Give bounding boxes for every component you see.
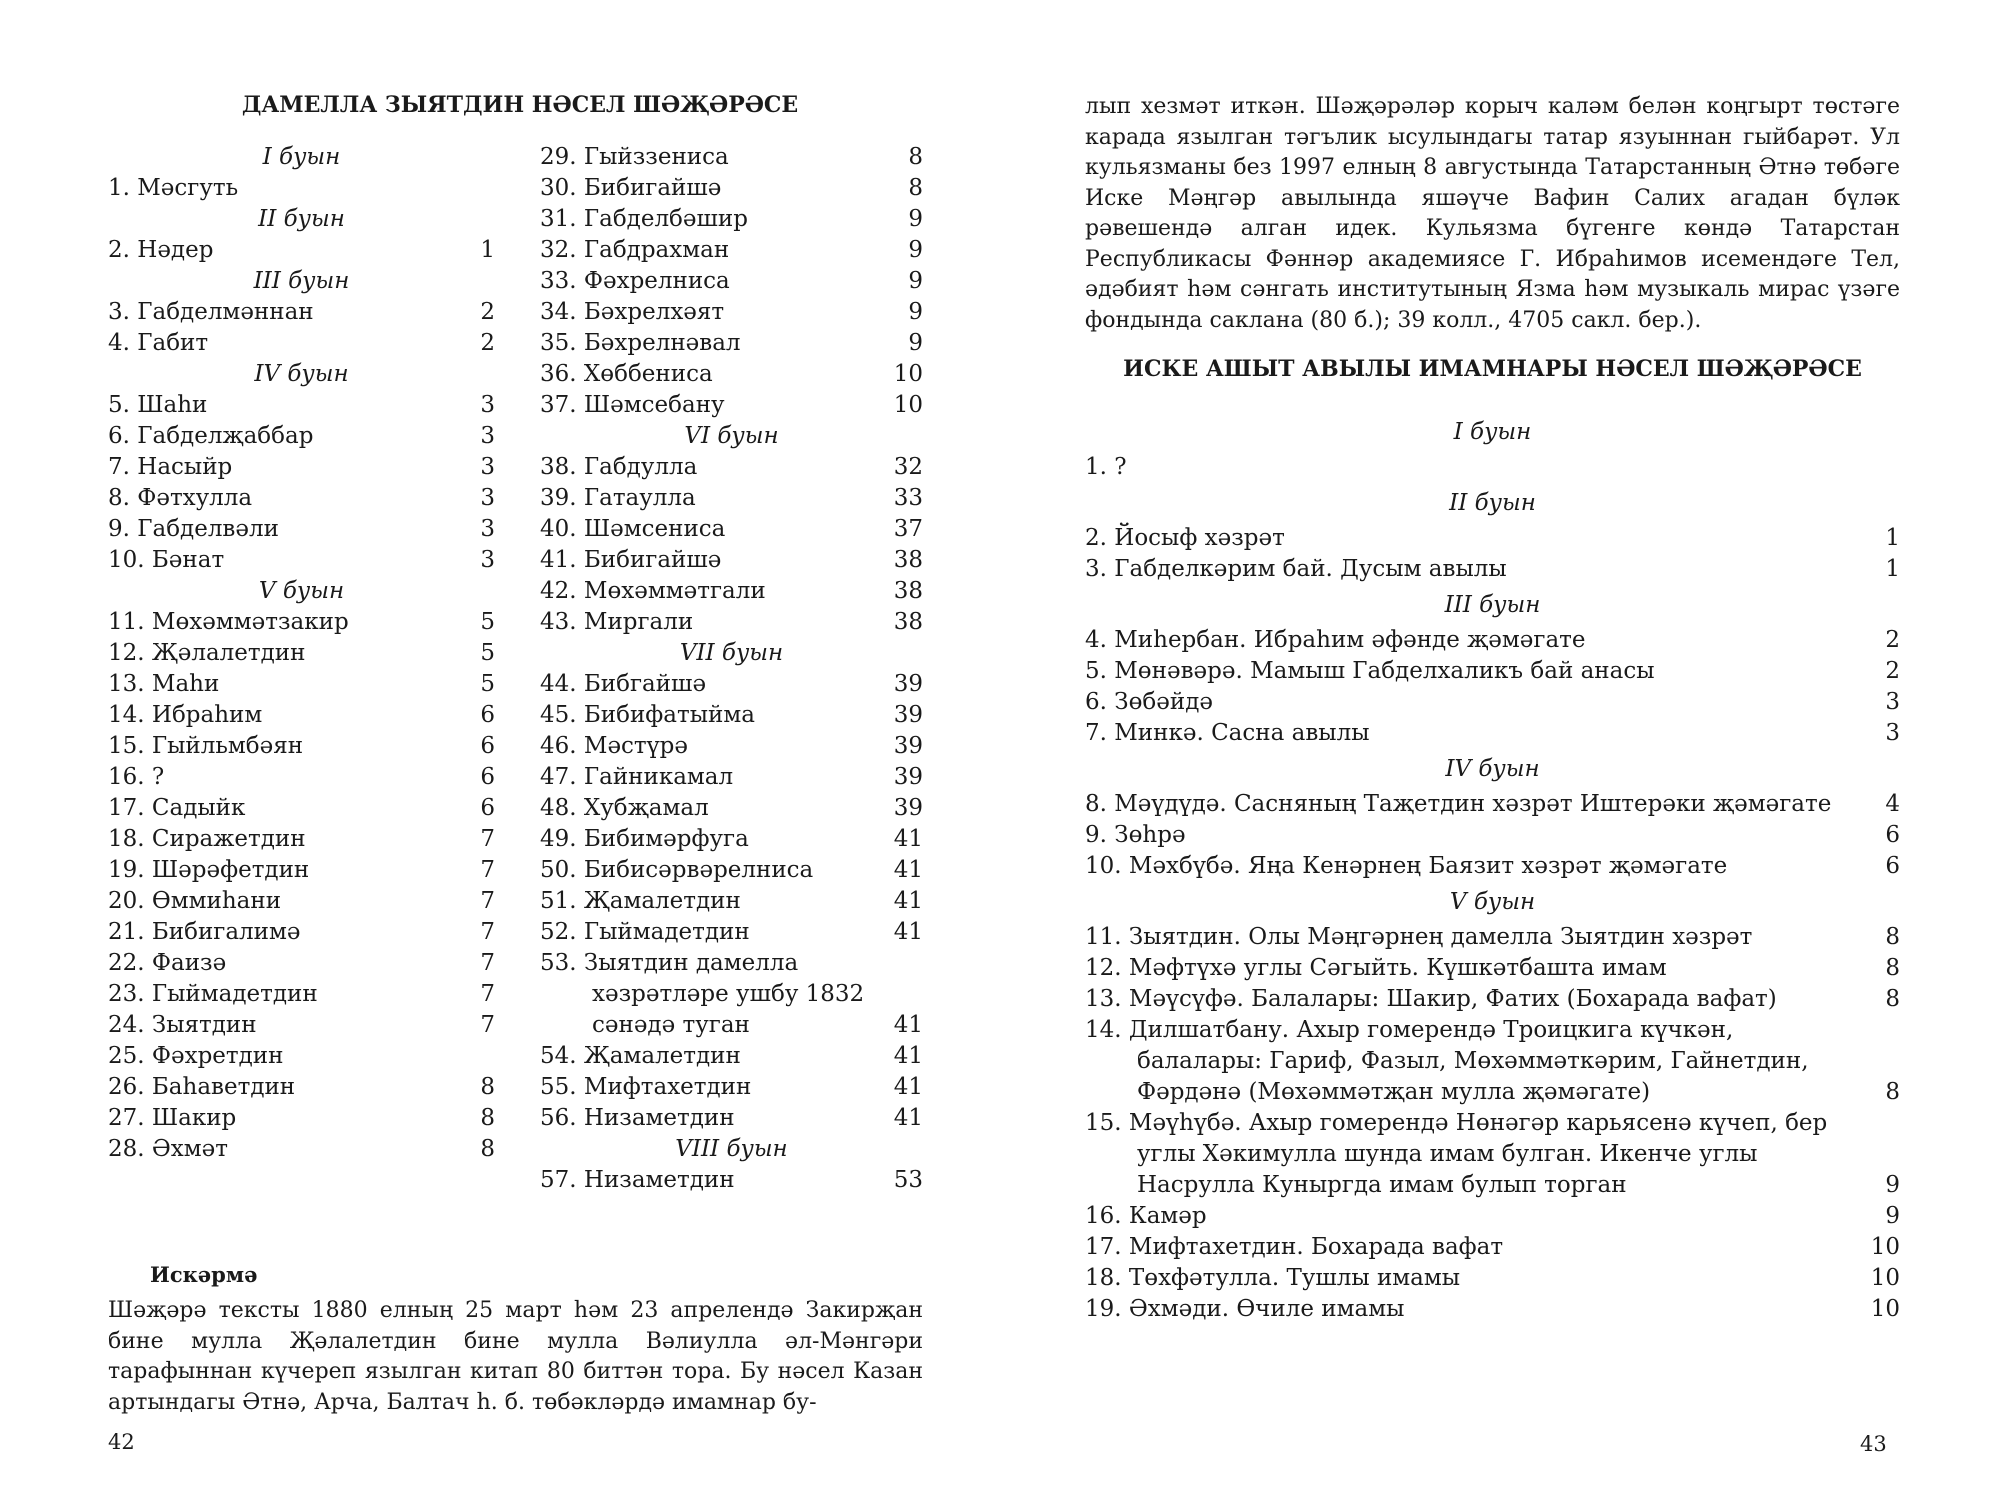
genealogy-entry <box>108 1103 495 1134</box>
entry-name: 17. Садыйк <box>108 795 246 821</box>
parent-ref: 38 <box>893 547 923 573</box>
genealogy-entry <box>1085 953 1900 984</box>
genealogy-entry <box>1085 1232 1900 1263</box>
entry-name: 8. Фәтхулла <box>108 485 253 511</box>
genealogy-entry <box>108 917 495 948</box>
entry-name: 26. Баһаветдин <box>108 1074 296 1100</box>
genealogy-entry <box>540 793 923 824</box>
parent-ref: 41 <box>893 1012 923 1038</box>
entry-name: 28. Әхмәт <box>108 1136 228 1162</box>
genealogy-entry <box>540 545 923 576</box>
genealogy-entry <box>1085 922 1900 953</box>
entry-name: 19. Шәрәфетдин <box>108 857 310 883</box>
generation-heading: V буын <box>1449 889 1536 915</box>
parent-ref: 2 <box>480 299 495 325</box>
genealogy-entry <box>108 421 495 452</box>
entry-name: 18. Сиражетдин <box>108 826 306 852</box>
entry-name: 57. Низаметдин <box>540 1167 735 1193</box>
entry-name: 21. Бибигалимә <box>108 919 301 945</box>
entry-name: 9. Габделвәли <box>108 516 279 542</box>
genealogy-entry <box>540 948 923 1041</box>
genealogy-entry <box>540 297 923 328</box>
entry-name: 47. Гайникамал <box>540 764 734 790</box>
genealogy-entry <box>540 700 923 731</box>
genealogy-entry <box>1085 625 1900 656</box>
genealogy-entry <box>540 1041 923 1072</box>
genealogy-entry <box>1085 984 1900 1015</box>
parent-ref: 2 <box>1885 658 1900 684</box>
entry-name: 11. Мөхәммәтзакир <box>108 609 349 635</box>
parent-ref: 5 <box>480 640 495 666</box>
entry-name: 5. Мөнәвәрә. Мамыш Габделхаликъ бай анасы <box>1085 658 1655 684</box>
genealogy-entry <box>1085 1294 1900 1325</box>
generation-heading: VI буын <box>684 423 779 449</box>
genealogy-entry <box>540 142 923 173</box>
genealogy-entry <box>1085 851 1900 882</box>
parent-ref: 2 <box>1885 627 1900 653</box>
parent-ref: 9 <box>1885 1172 1900 1198</box>
entry-name: 51. Җамалетдин <box>540 888 741 914</box>
genealogy-entry <box>540 483 923 514</box>
genealogy-entry <box>1085 523 1900 554</box>
parent-ref: 10 <box>1870 1234 1900 1260</box>
genealogy-entry <box>108 886 495 917</box>
generation-heading: IV буын <box>1445 756 1540 782</box>
parent-ref: 5 <box>480 671 495 697</box>
parent-ref: 8 <box>908 175 923 201</box>
genealogy-entry <box>1085 1201 1900 1232</box>
entry-name: 53. Зыятдин дамелла хәзрәтләре ушбу 1832 сәнәдә туган <box>540 950 865 1038</box>
entry-name: 13. Маһи <box>108 671 220 697</box>
parent-ref: 53 <box>893 1167 923 1193</box>
genealogy-entry <box>108 235 495 266</box>
entry-name: 36. Хөббениса <box>540 361 713 387</box>
entry-name: 39. Гатаулла <box>540 485 696 511</box>
entry-name: 6. Габделҗаббар <box>108 423 314 449</box>
parent-ref: 7 <box>480 888 495 914</box>
parent-ref: 9 <box>908 206 923 232</box>
parent-ref: 3 <box>480 454 495 480</box>
parent-ref: 7 <box>480 1012 495 1038</box>
parent-ref: 39 <box>893 795 923 821</box>
generation-heading: VII буын <box>679 640 784 666</box>
genealogy-entry <box>108 731 495 762</box>
parent-ref: 3 <box>1885 720 1900 746</box>
genealogy-entry <box>108 297 495 328</box>
parent-ref: 10 <box>1870 1296 1900 1322</box>
generation-heading: II буын <box>258 206 345 232</box>
genealogy-entry <box>108 762 495 793</box>
parent-ref: 4 <box>1885 791 1900 817</box>
genealogy-entry <box>540 235 923 266</box>
genealogy-column-1 <box>108 142 495 1165</box>
genealogy-entry <box>1085 718 1900 749</box>
page-number: 43 <box>1860 1432 1887 1456</box>
entry-name: 13. Мәүсүфә. Балалары: Шакир, Фатих (Бохарада вафат) <box>1085 986 1777 1012</box>
genealogy-entry <box>540 452 923 483</box>
entry-name: 50. Бибисәрвәрелниса <box>540 857 814 883</box>
parent-ref: 3 <box>480 392 495 418</box>
genealogy-entry <box>1085 820 1900 851</box>
genealogy-entry <box>540 514 923 545</box>
entry-name: 16. ? <box>108 764 165 790</box>
parent-ref: 37 <box>893 516 923 542</box>
entry-name: 10. Бәнат <box>108 547 225 573</box>
genealogy-entry <box>108 328 495 359</box>
entry-name: 16. Камәр <box>1085 1203 1207 1229</box>
genealogy-entry <box>108 855 495 886</box>
genealogy-entry <box>1085 1108 1900 1201</box>
parent-ref: 38 <box>893 578 923 604</box>
entry-name: 35. Бәхрелнәвал <box>540 330 741 356</box>
page-title: ИСКЕ АШЫТ АВЫЛЫ ИМАМНАРЫ НӘСЕЛ ШӘҖӘРӘСЕ <box>1123 356 1862 382</box>
parent-ref: 9 <box>908 237 923 263</box>
genealogy-entry <box>540 359 923 390</box>
genealogy-entry <box>108 824 495 855</box>
entry-name: 56. Низаметдин <box>540 1105 735 1131</box>
genealogy-entry <box>540 204 923 235</box>
parent-ref: 8 <box>1885 1079 1900 1105</box>
entry-name: 27. Шакир <box>108 1105 237 1131</box>
parent-ref: 2 <box>480 330 495 356</box>
parent-ref: 6 <box>480 795 495 821</box>
entry-name: 44. Бибгайшә <box>540 671 707 697</box>
parent-ref: 6 <box>480 733 495 759</box>
entry-name: 3. Габделкәрим бай. Дусым авылы <box>1085 556 1507 582</box>
genealogy-entry <box>540 576 923 607</box>
parent-ref: 7 <box>480 919 495 945</box>
entry-name: 22. Фаизә <box>108 950 227 976</box>
genealogy-entry <box>540 390 923 421</box>
genealogy-entry <box>540 762 923 793</box>
entry-name: 2. Йосыф хәзрәт <box>1085 525 1285 551</box>
genealogy-entry <box>108 1134 495 1165</box>
entry-name: 4. Миһербан. Ибраһим әфәнде җәмәгате <box>1085 627 1586 653</box>
genealogy-entry <box>108 483 495 514</box>
entry-name: 38. Габдулла <box>540 454 698 480</box>
entry-name: 52. Гыймадетдин <box>540 919 750 945</box>
genealogy-entry <box>540 824 923 855</box>
entry-name: 10. Мәхбүбә. Яңа Кенәрнең Баязит хәзрәт җәмәгате <box>1085 853 1728 879</box>
generation-heading: VIII буын <box>675 1136 788 1162</box>
entry-name: 20. Өммиһани <box>108 888 282 914</box>
parent-ref: 3 <box>1885 689 1900 715</box>
parent-ref: 6 <box>480 702 495 728</box>
genealogy-entry <box>540 886 923 917</box>
parent-ref: 8 <box>480 1136 495 1162</box>
parent-ref: 33 <box>893 485 923 511</box>
genealogy-entry <box>540 1165 923 1196</box>
parent-ref: 39 <box>893 702 923 728</box>
generation-heading: III буын <box>1444 592 1541 618</box>
parent-ref: 6 <box>480 764 495 790</box>
parent-ref: 39 <box>893 671 923 697</box>
parent-ref: 41 <box>893 857 923 883</box>
right-page <box>1000 0 2000 1503</box>
parent-ref: 8 <box>1885 986 1900 1012</box>
entry-name: 18. Төхфәтулла. Тушлы имамы <box>1085 1265 1461 1291</box>
note-text: Шәҗәрә тексты 1880 елның 25 март һәм 23 апрелендә Закирҗан бине мулла Җәлалетдин бине мулла Вәлиулла әл-Мәнгәри тарафыннан күчереп язылган китап 80 биттән тора. Бу нәсел Казан артындагы Әтнә, Арча, Балтач һ. б. төбәкләрдә имамнар бу- <box>108 1298 923 1415</box>
genealogy-list <box>1085 412 1900 1325</box>
parent-ref: 5 <box>480 609 495 635</box>
genealogy-entry <box>1085 1015 1900 1108</box>
genealogy-entry <box>1085 789 1900 820</box>
genealogy-entry <box>108 793 495 824</box>
parent-ref: 10 <box>893 392 923 418</box>
entry-name: 14. Дилшатбану. Ахыр гомерендә Троицкига күчкән, балалары: Гариф, Фазыл, Мөхәммәткәрим, Гайнетдин, Фәрдәнә (Мөхәммәтҗан мулла җәмәгате) <box>1085 1017 1809 1105</box>
genealogy-entry <box>540 328 923 359</box>
parent-ref: 7 <box>480 981 495 1007</box>
entry-name: 15. Мәүһүбә. Ахыр гомерендә Нөнәгәр карьясенә күчеп, бер углы Хәкимулла шунда имам булган. Икенче углы Насрулла Куныргда имам булып торган <box>1085 1110 1828 1198</box>
parent-ref: 41 <box>893 919 923 945</box>
genealogy-entry <box>540 917 923 948</box>
entry-name: 15. Гыйльмбәян <box>108 733 304 759</box>
genealogy-entry <box>540 266 923 297</box>
entry-name: 2. Нәдер <box>108 237 214 263</box>
entry-name: 34. Бәхрелхәят <box>540 299 725 325</box>
genealogy-entry <box>540 731 923 762</box>
entry-name: 46. Мәстүрә <box>540 733 688 759</box>
entry-name: 42. Мөхәммәтгали <box>540 578 766 604</box>
entry-name: 1. ? <box>1085 454 1127 480</box>
parent-ref: 6 <box>1885 853 1900 879</box>
entry-name: 7. Минкә. Сасна авылы <box>1085 720 1370 746</box>
genealogy-entry <box>108 390 495 421</box>
entry-name: 24. Зыятдин <box>108 1012 257 1038</box>
genealogy-entry <box>1085 656 1900 687</box>
entry-name: 25. Фәхретдин <box>108 1043 284 1069</box>
parent-ref: 9 <box>1885 1203 1900 1229</box>
entry-name: 4. Габит <box>108 330 209 356</box>
entry-name: 1. Мәсгуть <box>108 175 239 201</box>
genealogy-entry <box>108 1010 495 1041</box>
parent-ref: 41 <box>893 1074 923 1100</box>
entry-name: 7. Насыйр <box>108 454 233 480</box>
parent-ref: 8 <box>1885 924 1900 950</box>
entry-name: 17. Мифтахетдин. Бохарада вафат <box>1085 1234 1504 1260</box>
page-title: ДАМЕЛЛА ЗЫЯТДИН НӘСЕЛ ШӘҖӘРӘСЕ <box>241 92 799 118</box>
parent-ref: 41 <box>893 1043 923 1069</box>
entry-name: 37. Шәмсебану <box>540 392 725 418</box>
parent-ref: 8 <box>480 1105 495 1131</box>
genealogy-entry <box>540 173 923 204</box>
parent-ref: 9 <box>908 299 923 325</box>
parent-ref: 3 <box>480 547 495 573</box>
note-title: Искәрмә <box>150 1262 258 1287</box>
parent-ref: 39 <box>893 733 923 759</box>
genealogy-entry <box>1085 554 1900 585</box>
parent-ref: 41 <box>893 826 923 852</box>
entry-name: 19. Әхмәди. Өчиле имамы <box>1085 1296 1405 1322</box>
genealogy-entry <box>1085 452 1900 483</box>
entry-name: 40. Шәмсениса <box>540 516 726 542</box>
parent-ref: 1 <box>1885 525 1900 551</box>
entry-name: 49. Бибимәрфуга <box>540 826 749 852</box>
genealogy-entry <box>108 173 495 204</box>
genealogy-entry <box>540 1103 923 1134</box>
entry-name: 12. Мәфтүхә углы Сәгыйть. Күшкәтбашта имам <box>1085 955 1667 981</box>
genealogy-entry <box>108 1072 495 1103</box>
page-number: 42 <box>108 1430 135 1454</box>
entry-name: 29. Гыйззениса <box>540 144 729 170</box>
parent-ref: 3 <box>480 516 495 542</box>
entry-name: 31. Габделбәшир <box>540 206 748 232</box>
parent-ref: 41 <box>893 888 923 914</box>
parent-ref: 8 <box>1885 955 1900 981</box>
genealogy-entry <box>108 669 495 700</box>
genealogy-entry <box>108 948 495 979</box>
genealogy-entry <box>540 1072 923 1103</box>
entry-name: 6. Зөбәйдә <box>1085 689 1213 715</box>
continued-note-text: лып хезмәт иткән. Шәҗәрәләр корыч каләм белән коңгырт төстәге карада язылган тәгълик ысулындагы татар язуыннан гыйбарәт. Ул кульязманы без 1997 елның 8 августында Татарстанның Әтнә төбәге Иске Мәңгәр авылында яшәүче Вафин Салих агадан бүләк рәвешендә алган идек. Кульязма бүгенге көндә Татарстан Республикасы Фәннәр академиясе Г. Ибраһимов исемендәге Тел, әдәбият һәм сәнгать институтының Язма һәм музыкаль мирас үзәге фондында саклана (80 б.); 39 колл., 4705 сакл. бер.). <box>1085 94 1900 333</box>
parent-ref: 7 <box>480 826 495 852</box>
parent-ref: 7 <box>480 857 495 883</box>
parent-ref: 3 <box>480 423 495 449</box>
parent-ref: 8 <box>908 144 923 170</box>
generation-heading: II буын <box>1449 490 1536 516</box>
entry-name: 43. Миргали <box>540 609 694 635</box>
genealogy-entry <box>108 1041 495 1072</box>
genealogy-entry <box>108 514 495 545</box>
parent-ref: 10 <box>893 361 923 387</box>
genealogy-entry <box>108 638 495 669</box>
entry-name: 12. Җәлалетдин <box>108 640 306 666</box>
parent-ref: 1 <box>480 237 495 263</box>
parent-ref: 9 <box>908 330 923 356</box>
entry-name: 30. Бибигайшә <box>540 175 722 201</box>
parent-ref: 7 <box>480 950 495 976</box>
genealogy-entry <box>1085 1263 1900 1294</box>
parent-ref: 41 <box>893 1105 923 1131</box>
entry-name: 54. Җамалетдин <box>540 1043 741 1069</box>
genealogy-entry <box>108 452 495 483</box>
parent-ref: 1 <box>1885 556 1900 582</box>
genealogy-entry <box>108 545 495 576</box>
genealogy-entry <box>1085 687 1900 718</box>
generation-heading: IV буын <box>254 361 349 387</box>
entry-name: 11. Зыятдин. Олы Мәңгәрнең дамелла Зыятдин хәзрәт <box>1085 924 1753 950</box>
genealogy-entry <box>540 607 923 638</box>
generation-heading: V буын <box>258 578 345 604</box>
generation-heading: I буын <box>262 144 341 170</box>
entry-name: 9. Зөһрә <box>1085 822 1186 848</box>
parent-ref: 3 <box>480 485 495 511</box>
parent-ref: 10 <box>1870 1265 1900 1291</box>
genealogy-column-2 <box>540 142 923 1196</box>
parent-ref: 9 <box>908 268 923 294</box>
genealogy-entry <box>108 607 495 638</box>
entry-name: 33. Фәхрелниса <box>540 268 730 294</box>
genealogy-entry <box>108 700 495 731</box>
entry-name: 14. Ибраһим <box>108 702 263 728</box>
parent-ref: 6 <box>1885 822 1900 848</box>
entry-name: 41. Бибигайшә <box>540 547 722 573</box>
entry-name: 3. Габделмәннан <box>108 299 314 325</box>
entry-name: 8. Мәүдүдә. Сасняның Таҗетдин хәзрәт Иштерәки җәмәгате <box>1085 791 1832 817</box>
entry-name: 5. Шаһи <box>108 392 208 418</box>
parent-ref: 32 <box>893 454 923 480</box>
generation-heading: I буын <box>1453 419 1532 445</box>
genealogy-entry <box>540 855 923 886</box>
genealogy-entry <box>108 979 495 1010</box>
parent-ref: 38 <box>893 609 923 635</box>
entry-name: 45. Бибифатыйма <box>540 702 755 728</box>
generation-heading: III буын <box>253 268 350 294</box>
parent-ref: 8 <box>480 1074 495 1100</box>
parent-ref: 39 <box>893 764 923 790</box>
entry-name: 32. Габдрахман <box>540 237 730 263</box>
genealogy-entry <box>540 669 923 700</box>
entry-name: 55. Мифтахетдин <box>540 1074 752 1100</box>
entry-name: 48. Хубҗамал <box>540 795 709 821</box>
entry-name: 23. Гыймадетдин <box>108 981 318 1007</box>
